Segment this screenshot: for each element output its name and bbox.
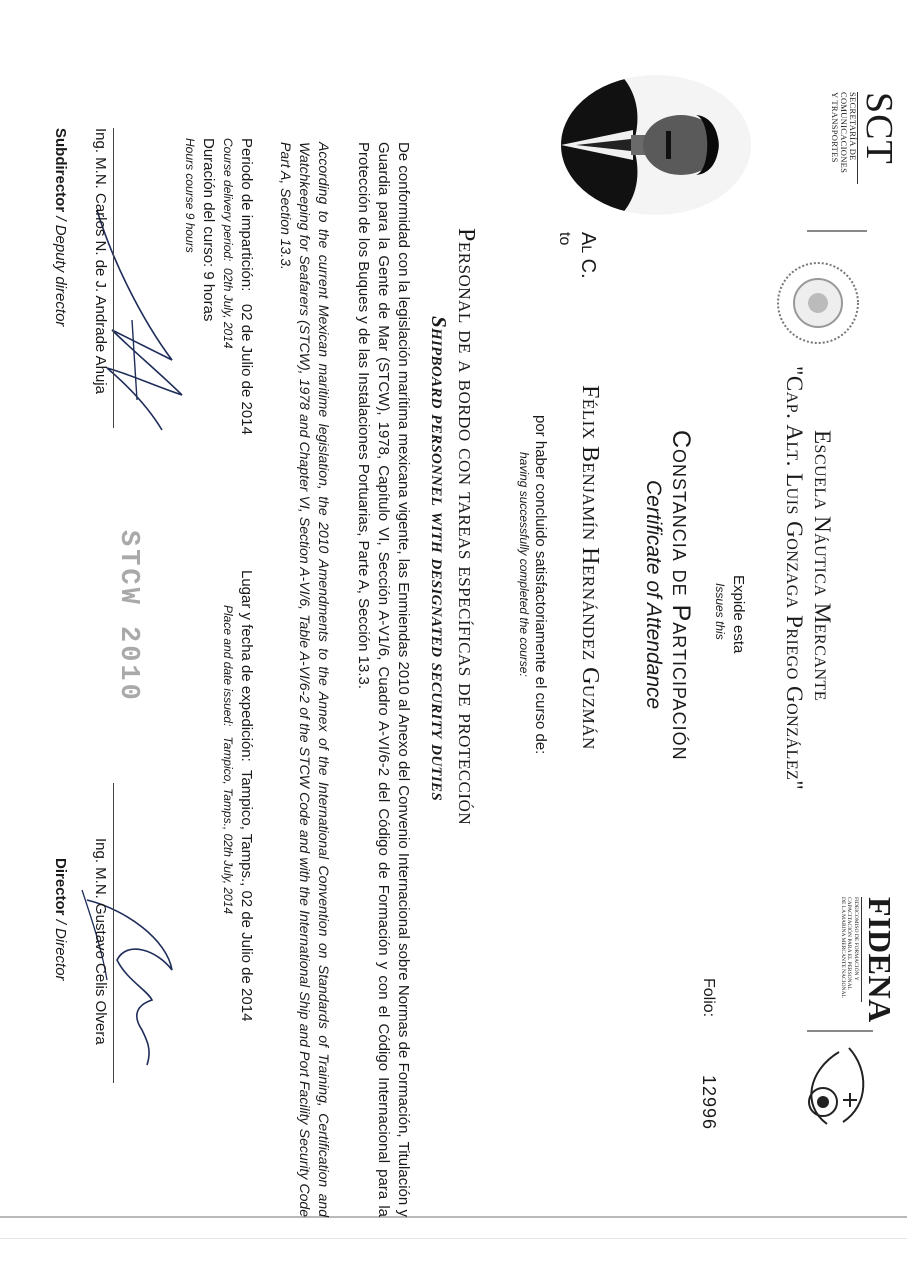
issues-label-en: Issues this [713, 583, 727, 640]
fidena-logo [840, 897, 898, 1023]
director-name: Ing. M.N. Gustavo Celis Olvera [92, 838, 109, 1045]
issue-place-date-es: Lugar y fecha de expedición: Tampico, Tamps., 02 de Julio de 2014 [238, 570, 255, 1022]
certificate-subtitle: Certificate of Attendance [642, 480, 665, 710]
course-duration-en: Hours course 9 hours [183, 138, 197, 253]
anchor-emblem-icon [789, 1040, 879, 1130]
director-title-es: Director [52, 858, 69, 916]
to-label-es: Al C. [577, 232, 599, 279]
director-title-en: / Director [52, 915, 69, 981]
deputy-director-title [52, 128, 69, 326]
fidena-logo-text: FIDENA [862, 897, 898, 1023]
issue-place-date-en: Place and date issued: Tampico, Tamps., 02th July, 2014 [221, 605, 235, 915]
fidena-logo-line: DE LA MARINA MERCANTE NACIONAL [840, 897, 846, 998]
certificate-title: Constancia de Participación [667, 430, 695, 761]
issues-label-es: Expide esta [730, 575, 747, 654]
deputy-director-name: Ing. M.N. Carlos N. de J. Andrade Ahuja [92, 128, 109, 394]
recipient-photo [561, 75, 751, 215]
director-title [52, 858, 69, 981]
to-label-en: to [556, 232, 573, 246]
course-period-es: Periodo de impartición: 02 de Julio de 2014 [238, 138, 255, 435]
sct-logo [830, 92, 899, 212]
logo-divider [807, 230, 867, 232]
completion-text-en: having successfully completed the course: [517, 452, 531, 677]
folio-number: 12996 [699, 1075, 719, 1131]
deputy-director-title-en: / Deputy director [52, 212, 69, 327]
legal-text-es: De conformidad con la legislación marítima mexicana vigente, las Enmiendas 2010 al Anexo del Convenio Internacional sobre Normas de Formación, Titulación y Guardia para la Gente de Mar (STCW), 1978, Capítulo VI, Sección A-V1/6, Cuadro A-VI/6-2 del Código de Formación y con el Código Internacional para la Protección de los Buques y de las Instalaciones Portuarias, Parte A, Sección 13.3. [355, 142, 412, 1217]
sct-logo-line: SECRETARÍA DE [848, 92, 858, 161]
course-duration-es: Duración del curso: 9 horas [200, 138, 217, 322]
school-name-line2: "Cap. Alt. Luis Gonzaga Priego González" [782, 366, 807, 791]
legal-text-en: According to the current Mexican maritime legislation, the 2010 Amendments to the Annex of the International Convention on Standards of Training, Certification and Watchkeeping for Seafarers (STCW), 1978 and Chapter VI, Section A-VI/6, Table A-VI/6-2 of the STCW Code and with the International Ship and Port Facility Security Code Part A, Section 13.3. [278, 142, 332, 1217]
sct-logo-text: SCT [858, 92, 900, 165]
fidena-logo-line: CAPACITACIÓN PARA EL PERSONAL [846, 897, 853, 990]
logo-divider [807, 1030, 873, 1032]
sct-logo-line: COMUNICACIONES [839, 92, 849, 174]
course-period-en: Course delivery period: 02th July, 2014 [221, 138, 235, 349]
completion-text-es: por haber concluido satisfactoriamente el curso de: [532, 415, 549, 755]
course-title-en: Shipboard personnel with designated security duties [427, 316, 451, 801]
sct-logo-line: Y TRANSPORTES [830, 92, 840, 163]
deputy-director-title-es: Subdirector [52, 128, 69, 213]
signature-line [113, 783, 114, 1083]
stcw-watermark: STCW 2010 [113, 530, 143, 703]
national-seal-icon [777, 262, 859, 344]
signature-line [113, 128, 114, 428]
school-name-line1: Escuela Náutica Mercante [810, 430, 835, 702]
fidena-logo-line: FIDEICOMISO DE FORMACIÓN Y [853, 897, 859, 981]
recipient-name: Félix Benjamín Hernández Guzmán [577, 385, 603, 750]
course-title-es: Personal de a bordo con tareas específicas de protección [453, 228, 479, 826]
folio-label: Folio: [700, 978, 717, 1018]
